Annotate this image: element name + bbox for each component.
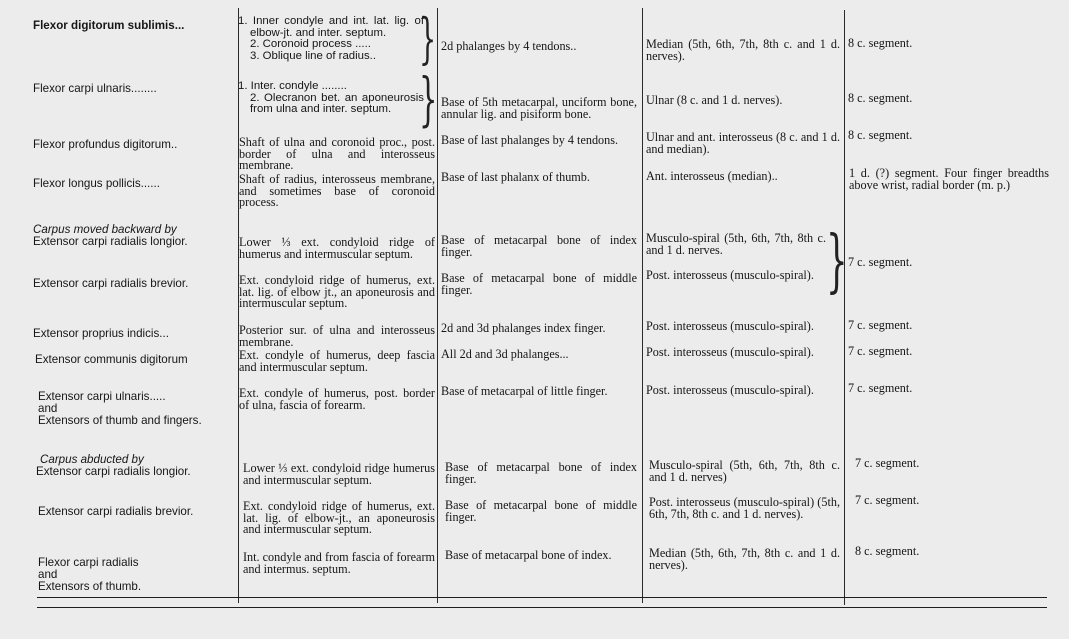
nerve-text: Median (5th, 6th, 7th, 8th c. and 1 d. nerves).: [646, 37, 840, 63]
origin-text: Ext. condyle of humerus, deep fascia and intermuscular septum.: [239, 348, 435, 374]
segment-text: 7 c. segment.: [848, 344, 913, 358]
insertion-text: Base of 5th metacarpal, unciform bone, annular lig. and pisiform bone.: [441, 95, 637, 121]
segment-text: 7 c. segment.: [848, 318, 913, 332]
muscle-name: Flexor carpi radialis and Extensors of thumb.: [38, 556, 142, 594]
insertion-text: 2d and 3d phalanges index finger.: [441, 321, 606, 335]
segment-text: 8 c. segment.: [855, 544, 920, 558]
segment-text: 8 c. segment.: [848, 36, 913, 50]
insertion-text: Base of metacarpal bone of index finger.: [445, 460, 637, 486]
muscle-name: Extensor carpi ulnaris..... and Extensors of thumb and fingers.: [38, 390, 202, 428]
origin-text: Shaft of ulna and coronoid proc., post. border of ulna and interosseus membrane.: [239, 135, 435, 173]
column-rule: [844, 10, 845, 605]
insertion-text: Base of last phalanx of thumb.: [441, 170, 590, 184]
origin-text: 1. Inter. condyle ........ 2. Olecranon bet. an aponeurosis from ulna and inter. septum.: [238, 80, 424, 116]
origin-text: Lower ⅓ ext. condyloid ridge humerus and intermuscular septum.: [243, 461, 435, 487]
muscle-name: Extensor carpi radialis brevior.: [38, 505, 194, 518]
segment-text: 7 c. segment.: [855, 493, 920, 507]
origin-text: Ext. condyloid ridge of humerus, ext. lat. lig. of elbow-jt., an aponeurosis and intermuscular septum.: [243, 499, 435, 537]
table-bottom-rule: [37, 597, 1047, 598]
muscle-name: Extensor proprius indicis...: [33, 327, 169, 340]
section-heading: Carpus moved backward by: [33, 223, 177, 236]
nerve-text: Median (5th, 6th, 7th, 8th c. and 1 d. nerves).: [649, 546, 840, 572]
insertion-text: Base of metacarpal bone of middle finger.: [441, 271, 637, 297]
origin-text: Int. condyle and from fascia of forearm and intermus. septum.: [243, 550, 435, 576]
insertion-text: All 2d and 3d phalanges...: [441, 347, 569, 361]
segment-text: 8 c. segment.: [848, 128, 913, 142]
table-bottom-rule: [37, 607, 1047, 608]
nerve-text: Post. interosseus (musculo-spiral).: [646, 268, 814, 282]
brace-mark: }: [826, 222, 848, 301]
origin-text: Shaft of radius, interosseus membrane, and sometimes base of coronoid process.: [239, 172, 435, 210]
origin-text: Posterior sur. of ulna and interosseus membrane.: [239, 323, 435, 349]
segment-text: 7 c. segment.: [848, 255, 913, 269]
column-rule: [642, 8, 643, 603]
brace-mark: }: [419, 65, 438, 133]
nerve-text: Ulnar and ant. interosseus (8 c. and 1 d. and median).: [646, 130, 840, 156]
segment-text: 1 d. (?) segment. Four finger breadths above wrist, radial border (m. p.): [849, 166, 1049, 192]
insertion-text: Base of metacarpal bone of index finger.: [441, 233, 637, 259]
nerve-text: Musculo-spiral (5th, 6th, 7th, 8th c. and 1 d. nerves): [649, 458, 840, 484]
nerve-text: Post. interosseus (musculo-spiral) (5th, 6th, 7th, 8th c. and 1 d. nerves).: [649, 495, 840, 521]
origin-text: Ext. condyle of humerus, post. border of ulna, fascia of forearm.: [239, 386, 435, 412]
segment-text: 8 c. segment.: [848, 91, 913, 105]
muscle-name: Extensor communis digitorum: [35, 353, 188, 366]
brace-mark: }: [419, 7, 437, 70]
muscle-name: Extensor carpi radialis longior.: [33, 235, 188, 248]
insertion-text: Base of last phalanges by 4 tendons.: [441, 133, 619, 147]
segment-text: 7 c. segment.: [855, 456, 920, 470]
muscle-name: Extensor carpi radialis longior.: [36, 465, 191, 478]
muscle-name: Flexor digitorum sublimis...: [33, 19, 185, 32]
nerve-text: Post. interosseus (musculo-spiral).: [646, 345, 814, 359]
muscle-name: Flexor profundus digitorum..: [33, 138, 178, 151]
insertion-text: 2d phalanges by 4 tendons..: [441, 39, 577, 53]
segment-text: 7 c. segment.: [848, 381, 913, 395]
nerve-text: Ulnar (8 c. and 1 d. nerves).: [646, 93, 783, 107]
muscle-name: Flexor carpi ulnaris........: [33, 82, 157, 95]
section-heading: Carpus abducted by: [40, 453, 144, 466]
nerve-text: Post. interosseus (musculo-spiral).: [646, 319, 814, 333]
origin-text: Lower ⅓ ext. condyloid ridge of humerus and intermuscular septum.: [239, 235, 435, 261]
insertion-text: Base of metacarpal of little finger.: [441, 384, 608, 398]
insertion-text: Base of metacarpal bone of index.: [445, 548, 612, 562]
muscle-name: Flexor longus pollicis......: [33, 177, 160, 190]
nerve-text: Post. interosseus (musculo-spiral).: [646, 383, 814, 397]
origin-text: 1. Inner condyle and int. lat. lig. of elbow-jt. and inter. septum. 2. Coronoid process ..... 3. Oblique line of radius..: [238, 15, 424, 62]
nerve-text: Musculo-spiral (5th, 6th, 7th, 8th c. and 1 d. nerves.: [646, 231, 826, 257]
origin-text: Ext. condyloid ridge of humerus, ext. lat. lig. of elbow jt., an aponeurosis and intermuscular septum.: [239, 273, 435, 311]
insertion-text: Base of metacarpal bone of middle finger.: [445, 498, 637, 524]
muscle-name: Extensor carpi radialis brevior.: [33, 277, 189, 290]
nerve-text: Ant. interosseus (median)..: [646, 169, 778, 183]
